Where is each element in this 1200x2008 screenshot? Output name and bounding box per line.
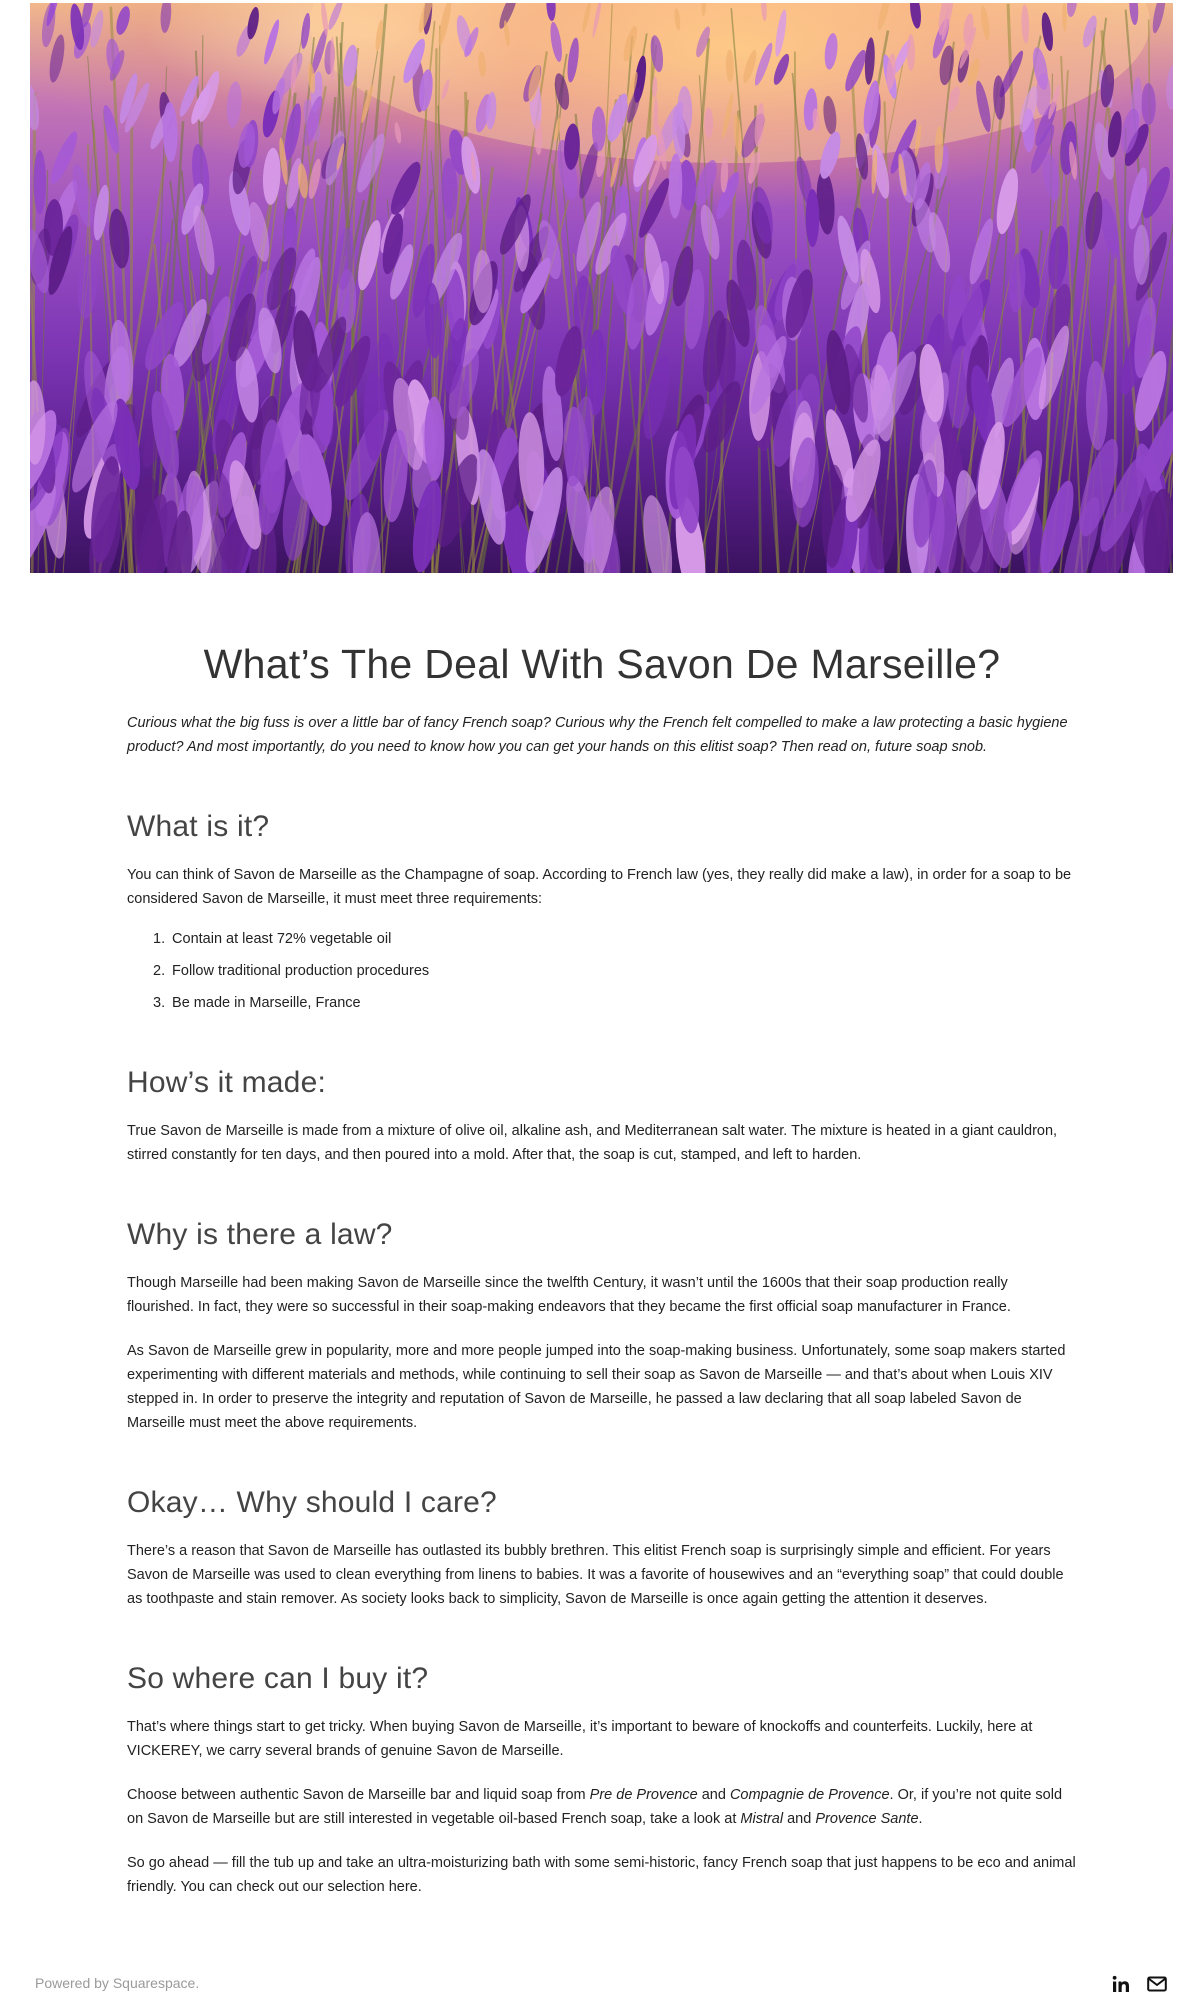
section-what-is-it bbox=[127, 809, 1077, 1015]
list-number: 1. bbox=[153, 931, 166, 948]
paragraph: True Savon de Marseille is made from a mixture of olive oil, alkaline ash, and Mediterranean salt water. The mixture is heated in a giant cauldron, stirred constantly for ten days, and then poured into a mold. After that, the soap is cut, stamped, and left to harden. bbox=[127, 1123, 1058, 1164]
linkedin-icon[interactable] bbox=[1110, 1973, 1132, 1995]
list-item bbox=[153, 991, 1077, 1015]
requirements-list bbox=[153, 927, 1077, 1015]
section-heading: So where can I buy it? bbox=[127, 1662, 429, 1696]
text: . bbox=[918, 1811, 923, 1828]
section-heading: Why is there a law? bbox=[127, 1218, 393, 1252]
text: and bbox=[783, 1811, 816, 1828]
section-why-care bbox=[127, 1485, 1077, 1611]
list-number: 3. bbox=[153, 995, 166, 1012]
article-intro: Curious what the big fuss is over a little bar of fancy French soap? Curious why the French felt compelled to make a law protecting a basic hygiene product? And most importantly, do you need to know how you can get your hands on this elitist soap? Then read on, future soap snob. bbox=[127, 715, 1068, 756]
section-heading: Okay… Why should I care? bbox=[127, 1486, 497, 1520]
text: and bbox=[697, 1787, 730, 1804]
paragraph: You can think of Savon de Marseille as the Champagne of soap. According to French law (yes, they really did make a law), in order for a soap to be considered Savon de Marseille, it must meet three requirements: bbox=[127, 867, 1072, 908]
list-text: Follow traditional production procedures bbox=[172, 963, 430, 980]
list-text: Be made in Marseille, France bbox=[172, 995, 361, 1012]
section-hows-it-made bbox=[127, 1065, 1077, 1167]
paragraph: As Savon de Marseille grew in popularity, more and more people jumped into the soap-making business. Unfortunately, some soap makers started experimenting with different materials and methods, while continuing to sell their soap as Savon de Marseille — and that’s about when Louis XIV stepped in. In order to preserve the integrity and reputation of Savon de Marseille, he passed a law declaring that all soap labeled Savon de Marseille must meet the above requirements. bbox=[127, 1343, 1066, 1432]
list-text: Contain at least 72% vegetable oil bbox=[172, 931, 392, 948]
text: Choose between authentic Savon de Marseille bar and liquid soap from bbox=[127, 1787, 590, 1804]
section-heading: How’s it made: bbox=[127, 1066, 326, 1100]
article-title: What’s The Deal With Savon De Marseille? bbox=[203, 641, 1001, 687]
paragraph-brands bbox=[127, 1783, 1077, 1831]
brand-name: Pre de Provence bbox=[589, 1787, 698, 1804]
text: . Or, if you’re not quite sold on Savon de Marseille but are still interested in vegetable oil-based French soap, take a look at bbox=[127, 1787, 1063, 1828]
list-item bbox=[153, 927, 1077, 951]
paragraph: There’s a reason that Savon de Marseille has outlasted its bubbly brethren. This elitist French soap is surprisingly simple and efficient. For years Savon de Marseille was used to clean everything from linens to babies. It was a favorite of housewives and an “everything soap” that could double as toothpaste and stain remover. As society looks back to simplicity, Savon de Marseille is once again getting the attention it deserves. bbox=[127, 1543, 1064, 1608]
list-number: 2. bbox=[153, 963, 166, 980]
section-where-buy bbox=[127, 1661, 1077, 1899]
paragraph: That’s where things start to get tricky. When buying Savon de Marseille, it’s important to beware of knockoffs and counterfeits. Luckily, here at VICKEREY, we carry several brands of genuine Savon de Marseille. bbox=[127, 1719, 1033, 1760]
hero-lavender-image bbox=[30, 3, 1173, 573]
powered-by-link[interactable]: Powered by Squarespace. bbox=[35, 1975, 200, 1991]
site-footer bbox=[0, 1965, 1200, 2005]
paragraph: Though Marseille had been making Savon de Marseille since the twelfth Century, it wasn’t until the 1600s that their soap production really flourished. In fact, they were so successful in their soap-making endeavors that they became the first official soap manufacturer in France. bbox=[127, 1275, 1011, 1316]
section-heading: What is it? bbox=[127, 810, 270, 844]
blog-article bbox=[127, 640, 1077, 1919]
lavender-field-photo bbox=[30, 3, 1173, 573]
list-item bbox=[153, 959, 1077, 983]
brand-name: Compagnie de Provence bbox=[729, 1787, 890, 1804]
section-why-law bbox=[127, 1217, 1077, 1435]
social-links bbox=[1110, 1973, 1168, 1995]
paragraph: So go ahead — fill the tub up and take an ultra-moisturizing bath with some semi-historic, fancy French soap that just happens to be eco and animal friendly. You can check out our selection here. bbox=[127, 1855, 1076, 1896]
brand-name: Provence Sante bbox=[815, 1811, 919, 1828]
mail-icon[interactable] bbox=[1146, 1973, 1168, 1995]
brand-name: Mistral bbox=[740, 1811, 784, 1828]
